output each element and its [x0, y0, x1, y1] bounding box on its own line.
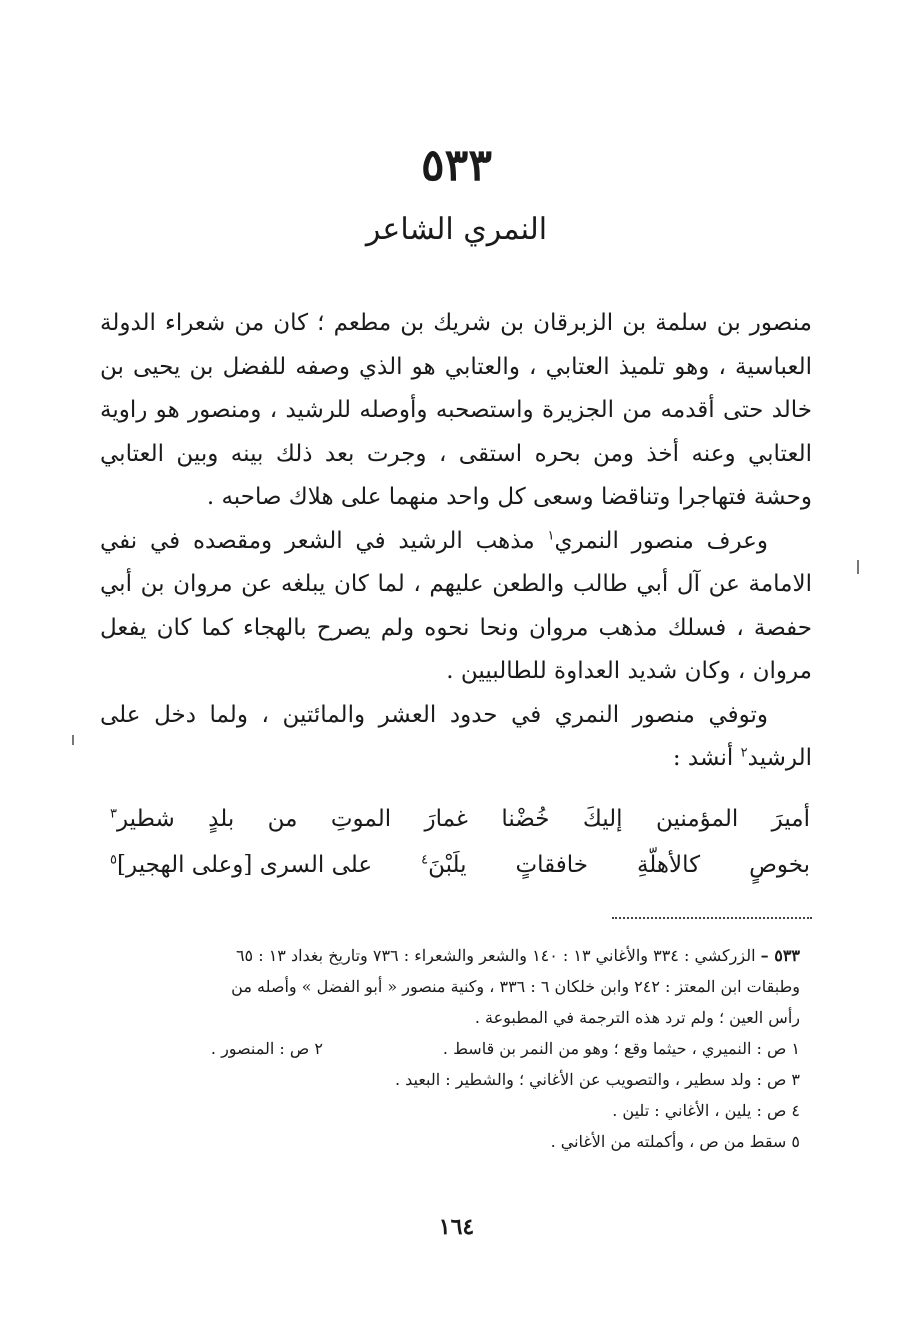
footnote-ref-1: ١	[547, 527, 555, 543]
footnote-ref-4: ٤	[421, 852, 429, 868]
source-text: الزركشي : ٣٣٤ والأغاني ١٣ : ١٤٠ والشعر والشعراء : ٧٣٦ وتاريخ بغداد ١٣ : ٦٥	[235, 946, 756, 965]
source-note-line-2: وطبقات ابن المعتز : ٢٤٢ وابن خلكان ٦ : ٣٣٦ ، وكنية منصور « أبو الفضل » وأصله من	[231, 977, 800, 996]
verse-word: خافقاتٍ	[515, 852, 588, 878]
verse-line-1	[110, 806, 810, 832]
paragraph-3-start: وتوفي منصور النمري في حدود العشر والمائتين ، ولما دخل على الرشيد	[100, 701, 812, 771]
verse-word: من	[267, 806, 298, 832]
source-note-line-1	[110, 940, 800, 971]
verse-word: أميرَ	[771, 806, 810, 832]
entry-number: ٥٣٣	[421, 140, 492, 191]
verse-word: خُضْنا	[501, 806, 550, 832]
entry-title: النمري الشاعر	[365, 212, 548, 247]
verse-word: كالأهلّةِ	[636, 852, 701, 878]
verse-word: بلدٍ	[208, 806, 235, 832]
footnote-ref-5: ٥	[110, 852, 118, 868]
paragraph-1: منصور بن سلمة بن الزبرقان بن شريك بن مطعم ؛ كان من شعراء الدولة العباسية ، وهو تلميذ العتابي ، والعتابي هو الذي وصفه للفضل بن يحيى بن خالد حتى أقدمه من الجزيرة واستصحبه وأوصله للرشيد ، ومنصور هو راوية العتابي وعنه أخذ ومن بحره استقى ، وجرت بعد ذلك بينه وبين العتابي وحشة فتهاجرا وتناقضا وسعى كل واحد منهما على هلاك صاحبه .	[100, 310, 812, 510]
paragraph-2-rest: مذهب الرشيد في الشعر ومقصده في نفي الامامة عن آل أبي طالب والطعن عليهم ، لما كان يبلغه عن مروان بن أبي حفصة ، فسلك مذهب مروان ونحا نحوه ولم يصرح بالهجاء كما كان يفعل مروان ، وكان شديد العداوة للطالبيين .	[100, 527, 812, 684]
verse-word: الموتِ	[330, 806, 392, 832]
biography-text	[100, 302, 812, 781]
paragraph-2	[100, 520, 812, 694]
footnotes	[110, 940, 800, 1157]
verse-word: بخوصٍ	[749, 852, 810, 878]
source-label: ٥٣٣ –	[760, 946, 800, 965]
verse-word: يلَبْنَ	[428, 852, 467, 878]
verse-word-last	[110, 852, 372, 878]
footnote-2: ٢ ص : المنصور .	[210, 1039, 323, 1058]
footnote-1: ١ ص : النميري ، حيثما وقع ؛ وهو من النمر بن قاسط .	[442, 1039, 800, 1058]
footnote-ref-3: ٣	[110, 806, 117, 822]
verse-word: غمارَ	[424, 806, 468, 832]
verse-word: إليكَ	[582, 806, 623, 832]
verse-word-last	[110, 806, 175, 832]
verse-word: على السرى [وعلى الهجير]	[117, 852, 373, 878]
verse-word: شطير	[116, 806, 175, 832]
paragraph-2-start: وعرف منصور النمري	[554, 527, 769, 554]
paragraph-3	[100, 694, 812, 781]
paragraph-3-rest: أنشد :	[672, 745, 741, 771]
footnote-3: ٣ ص : ولد سطير ، والتصويب عن الأغاني ؛ والشطير : البعيد .	[394, 1070, 800, 1089]
verse-word: المؤمنين	[655, 806, 739, 832]
page-number: ١٦٤	[438, 1214, 475, 1240]
footnote-5: ٥ سقط من ص ، وأكملته من الأغاني .	[550, 1132, 800, 1151]
source-note-line-3: رأس العين ؛ ولم ترد هذه الترجمة في المطبوعة .	[474, 1008, 800, 1027]
footnote-ref-2: ٢	[740, 745, 748, 761]
footnote-divider	[612, 917, 812, 919]
scan-mark	[72, 735, 74, 745]
verse-line-2	[110, 852, 810, 878]
scan-mark	[857, 560, 859, 574]
verse-word-with-ref	[421, 852, 466, 878]
footnote-row-1-2	[110, 1033, 800, 1064]
footnote-4: ٤ ص : يلين ، الأغاني : تلين .	[612, 1101, 800, 1120]
